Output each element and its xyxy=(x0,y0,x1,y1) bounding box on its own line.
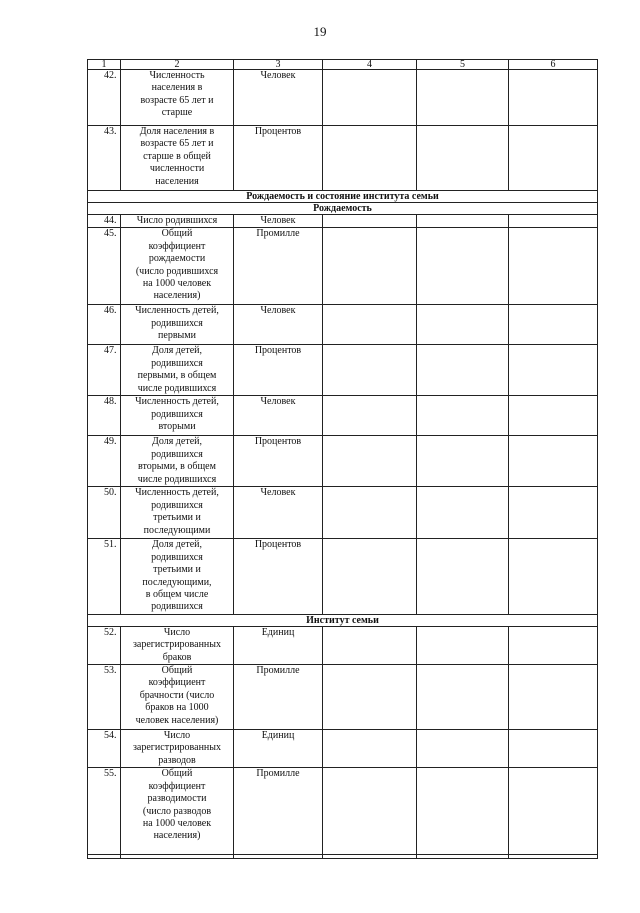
unit-of-measure: Единиц xyxy=(234,626,323,664)
value-cell-4 xyxy=(323,665,417,730)
value-cell-5 xyxy=(417,126,509,191)
column-header-4: 4 xyxy=(323,60,417,70)
table-row xyxy=(88,768,598,855)
table-body xyxy=(88,60,598,859)
section-header-row xyxy=(88,614,598,626)
spacer-cell xyxy=(88,855,121,859)
value-cell-5 xyxy=(417,305,509,345)
unit-of-measure: Человек xyxy=(234,396,323,436)
row-number: 48. xyxy=(88,396,121,436)
table-row xyxy=(88,487,598,539)
unit-of-measure: Человек xyxy=(234,215,323,228)
spacer-cell xyxy=(121,855,234,859)
value-cell-6 xyxy=(509,345,598,396)
table-row xyxy=(88,396,598,436)
indicator-name: Общий коэффициент рождаемости (число родившихся на 1000 человек населения) xyxy=(121,228,234,305)
unit-of-measure: Человек xyxy=(234,487,323,539)
indicator-name: Численность детей, родившихся вторыми xyxy=(121,396,234,436)
spacer-cell xyxy=(417,855,509,859)
value-cell-6 xyxy=(509,126,598,191)
row-number: 42. xyxy=(88,70,121,126)
value-cell-5 xyxy=(417,70,509,126)
value-cell-6 xyxy=(509,487,598,539)
value-cell-4 xyxy=(323,539,417,614)
value-cell-4 xyxy=(323,126,417,191)
unit-of-measure: Процентов xyxy=(234,539,323,614)
table-row xyxy=(88,70,598,126)
row-number: 47. xyxy=(88,345,121,396)
value-cell-5 xyxy=(417,768,509,855)
page-number: 19 xyxy=(313,24,327,39)
table-row xyxy=(88,730,598,768)
section-header-row xyxy=(88,191,598,203)
value-cell-6 xyxy=(509,768,598,855)
value-cell-5 xyxy=(417,436,509,487)
row-number: 49. xyxy=(88,436,121,487)
column-header-6: 6 xyxy=(509,60,598,70)
unit-of-measure: Человек xyxy=(234,70,323,126)
row-number: 52. xyxy=(88,626,121,664)
value-cell-5 xyxy=(417,215,509,228)
table-row xyxy=(88,436,598,487)
value-cell-6 xyxy=(509,436,598,487)
indicator-name: Доля детей, родившихся вторыми, в общем числе родившихся xyxy=(121,436,234,487)
table-row xyxy=(88,215,598,228)
row-number: 45. xyxy=(88,228,121,305)
indicator-name: Общий коэффициент брачности (число браков на 1000 человек населения) xyxy=(121,665,234,730)
column-header-5: 5 xyxy=(417,60,509,70)
unit-of-measure: Процентов xyxy=(234,126,323,191)
row-number: 43. xyxy=(88,126,121,191)
table-row xyxy=(88,345,598,396)
value-cell-6 xyxy=(509,228,598,305)
column-header-1: 1 xyxy=(88,60,121,70)
spacer-cell xyxy=(323,855,417,859)
section-title: Рождаемость xyxy=(88,203,598,215)
row-number: 51. xyxy=(88,539,121,614)
value-cell-5 xyxy=(417,665,509,730)
indicator-name: Общий коэффициент разводимости (число разводов на 1000 человек населения) xyxy=(121,768,234,855)
unit-of-measure: Единиц xyxy=(234,730,323,768)
value-cell-4 xyxy=(323,626,417,664)
table-row xyxy=(88,665,598,730)
indicator-name: Доля детей, родившихся третьими и последующими, в общем числе родившихся xyxy=(121,539,234,614)
value-cell-4 xyxy=(323,215,417,228)
value-cell-6 xyxy=(509,396,598,436)
indicator-name: Число зарегистрированных браков xyxy=(121,626,234,664)
row-number: 54. xyxy=(88,730,121,768)
value-cell-4 xyxy=(323,228,417,305)
section-title: Рождаемость и состояние института семьи xyxy=(88,191,598,203)
column-header-2: 2 xyxy=(121,60,234,70)
value-cell-6 xyxy=(509,626,598,664)
unit-of-measure: Процентов xyxy=(234,436,323,487)
value-cell-5 xyxy=(417,730,509,768)
indicator-name: Число родившихся xyxy=(121,215,234,228)
value-cell-4 xyxy=(323,436,417,487)
indicators-table xyxy=(87,59,598,859)
value-cell-4 xyxy=(323,768,417,855)
section-header-row xyxy=(88,203,598,215)
table-row xyxy=(88,305,598,345)
value-cell-6 xyxy=(509,305,598,345)
value-cell-5 xyxy=(417,539,509,614)
indicator-name: Число зарегистрированных разводов xyxy=(121,730,234,768)
value-cell-6 xyxy=(509,665,598,730)
indicator-name: Численность детей, родившихся третьими и последующими xyxy=(121,487,234,539)
value-cell-5 xyxy=(417,487,509,539)
value-cell-4 xyxy=(323,487,417,539)
table-row xyxy=(88,539,598,614)
spacer-cell xyxy=(509,855,598,859)
value-cell-4 xyxy=(323,305,417,345)
section-title: Институт семьи xyxy=(88,614,598,626)
row-number: 53. xyxy=(88,665,121,730)
unit-of-measure: Промилле xyxy=(234,768,323,855)
value-cell-4 xyxy=(323,70,417,126)
value-cell-4 xyxy=(323,396,417,436)
value-cell-6 xyxy=(509,70,598,126)
row-number: 50. xyxy=(88,487,121,539)
table-row xyxy=(88,626,598,664)
row-number: 55. xyxy=(88,768,121,855)
value-cell-6 xyxy=(509,539,598,614)
value-cell-6 xyxy=(509,730,598,768)
column-header-3: 3 xyxy=(234,60,323,70)
unit-of-measure: Процентов xyxy=(234,345,323,396)
value-cell-5 xyxy=(417,396,509,436)
value-cell-5 xyxy=(417,228,509,305)
value-cell-5 xyxy=(417,345,509,396)
unit-of-measure: Человек xyxy=(234,305,323,345)
value-cell-5 xyxy=(417,626,509,664)
value-cell-4 xyxy=(323,730,417,768)
row-number: 44. xyxy=(88,215,121,228)
table-row xyxy=(88,228,598,305)
column-header-row xyxy=(88,60,598,70)
indicator-name: Доля населения в возрасте 65 лет и старше в общей численности населения xyxy=(121,126,234,191)
table-bottom-spacer xyxy=(88,855,598,859)
indicator-name: Доля детей, родившихся первыми, в общем числе родившихся xyxy=(121,345,234,396)
row-number: 46. xyxy=(88,305,121,345)
spacer-cell xyxy=(234,855,323,859)
table-row xyxy=(88,126,598,191)
indicator-name: Численность населения в возрасте 65 лет и старше xyxy=(121,70,234,126)
unit-of-measure: Промилле xyxy=(234,228,323,305)
value-cell-4 xyxy=(323,345,417,396)
unit-of-measure: Промилле xyxy=(234,665,323,730)
value-cell-6 xyxy=(509,215,598,228)
indicator-name: Численность детей, родившихся первыми xyxy=(121,305,234,345)
